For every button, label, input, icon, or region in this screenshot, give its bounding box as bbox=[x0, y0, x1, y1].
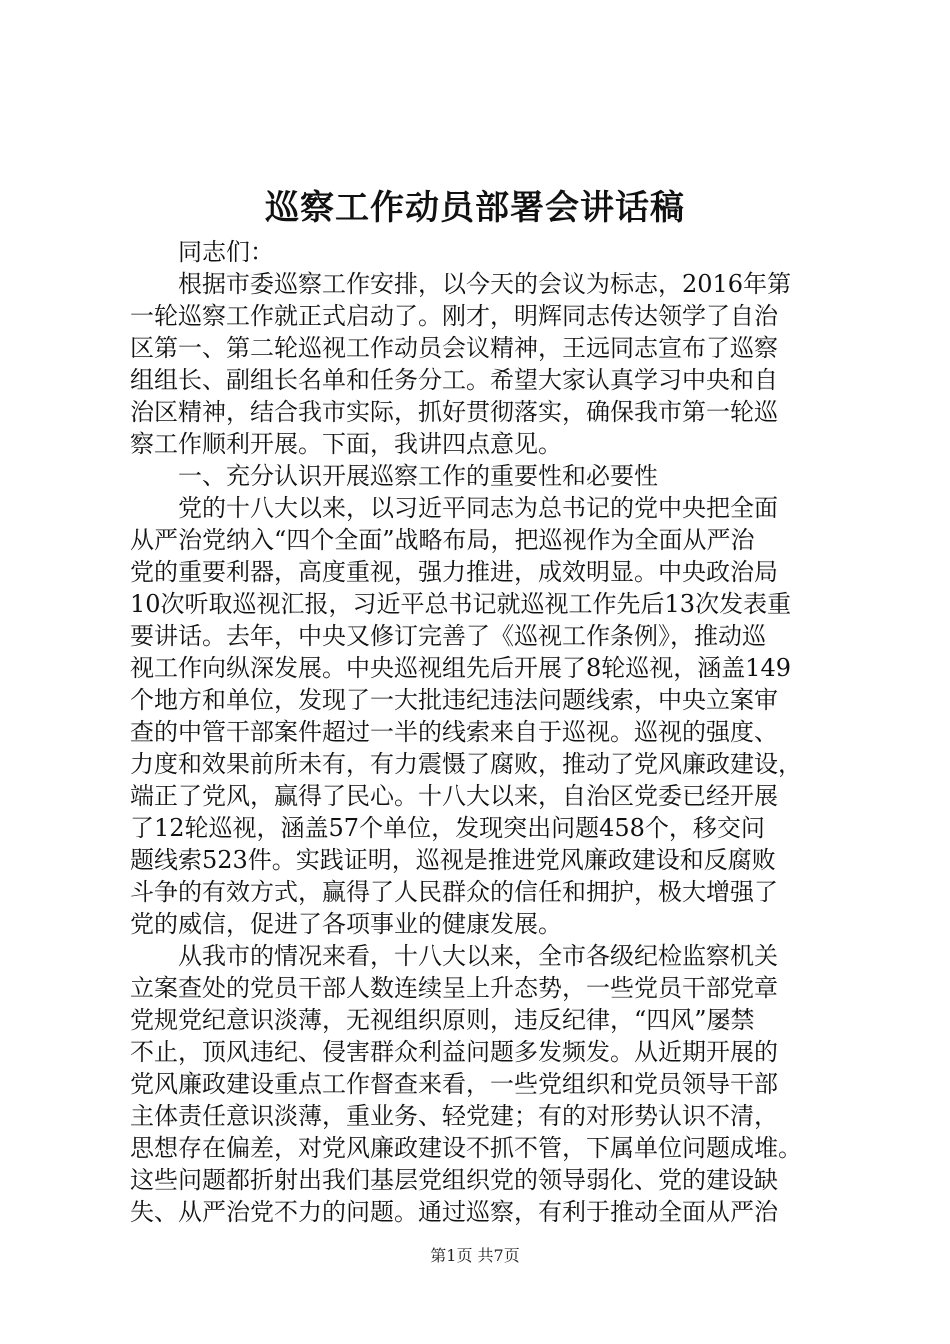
body-line: 党的十八大以来，以习近平同志为总书记的党中央把全面 bbox=[130, 494, 778, 522]
body-line: 区第一、第二轮巡视工作动员会议精神，王远同志宣布了巡察 bbox=[130, 334, 778, 362]
body-line: 从严治党纳入“四个全面”战略布局，把巡视作为全面从严治 bbox=[130, 526, 755, 554]
body-line: 党的威信，促进了各项事业的健康发展。 bbox=[130, 910, 562, 938]
body-line: 党风廉政建设重点工作督查来看，一些党组织和党员领导干部 bbox=[130, 1070, 778, 1098]
body-line: 察工作顺利开展。下面，我讲四点意见。 bbox=[130, 430, 562, 458]
body-line: 一、充分认识开展巡察工作的重要性和必要性 bbox=[130, 462, 658, 490]
body-line: 10次听取巡视汇报，习近平总书记就巡视工作先后13次发表重 bbox=[130, 590, 792, 618]
body-line: 党的重要利器，高度重视，强力推进，成效明显。中央政治局 bbox=[130, 558, 778, 586]
body-line: 这些问题都折射出我们基层党组织党的领导弱化、党的建设缺 bbox=[130, 1166, 778, 1194]
body-line: 视工作向纵深发展。中央巡视组先后开展了8轮巡视，涵盖149 bbox=[130, 654, 792, 682]
body-line: 一轮巡察工作就正式启动了。刚才，明辉同志传达领学了自治 bbox=[130, 302, 778, 330]
body-line: 斗争的有效方式，赢得了人民群众的信任和拥护，极大增强了 bbox=[130, 878, 778, 906]
body-line: 从我市的情况来看，十八大以来，全市各级纪检监察机关 bbox=[130, 942, 778, 970]
body-line: 同志们： bbox=[130, 238, 274, 266]
body-line: 不止，顶风违纪、侵害群众利益问题多发频发。从近期开展的 bbox=[130, 1038, 778, 1066]
body-line: 立案查处的党员干部人数连续呈上升态势，一些党员干部党章 bbox=[130, 974, 778, 1002]
page-footer: 第1页 共7页 bbox=[430, 1246, 520, 1265]
document-title: 巡察工作动员部署会讲话稿 bbox=[265, 188, 685, 228]
body-line: 失、从严治党不力的问题。通过巡察，有利于推动全面从严治 bbox=[130, 1198, 778, 1226]
body-line: 个地方和单位，发现了一大批违纪违法问题线索，中央立案审 bbox=[130, 686, 778, 714]
body-line: 要讲话。去年，中央又修订完善了《巡视工作条例》，推动巡 bbox=[130, 622, 766, 650]
body-line: 力度和效果前所未有，有力震慑了腐败，推动了党风廉政建设， bbox=[130, 750, 802, 778]
body-line: 党规党纪意识淡薄，无视组织原则，违反纪律，“四风”屡禁 bbox=[130, 1006, 755, 1034]
body-line: 组组长、副组长名单和任务分工。希望大家认真学习中央和自 bbox=[130, 366, 778, 394]
body-line: 了12轮巡视，涵盖57个单位，发现突出问题458个，移交问 bbox=[130, 814, 765, 842]
body-line: 主体责任意识淡薄，重业务、轻党建；有的对形势认识不清， bbox=[130, 1102, 778, 1130]
body-line: 端正了党风，赢得了民心。十八大以来，自治区党委已经开展 bbox=[130, 782, 778, 810]
body-line: 题线索523件。实践证明，巡视是推进党风廉政建设和反腐败 bbox=[130, 846, 776, 874]
document-body bbox=[130, 236, 830, 1228]
body-line: 根据市委巡察工作安排，以今天的会议为标志，2016年第 bbox=[130, 270, 792, 298]
body-line: 思想存在偏差，对党风廉政建设不抓不管，下属单位问题成堆。 bbox=[130, 1134, 802, 1162]
body-line: 治区精神，结合我市实际，抓好贯彻落实，确保我市第一轮巡 bbox=[130, 398, 778, 426]
body-line: 查的中管干部案件超过一半的线索来自于巡视。巡视的强度、 bbox=[130, 718, 778, 746]
